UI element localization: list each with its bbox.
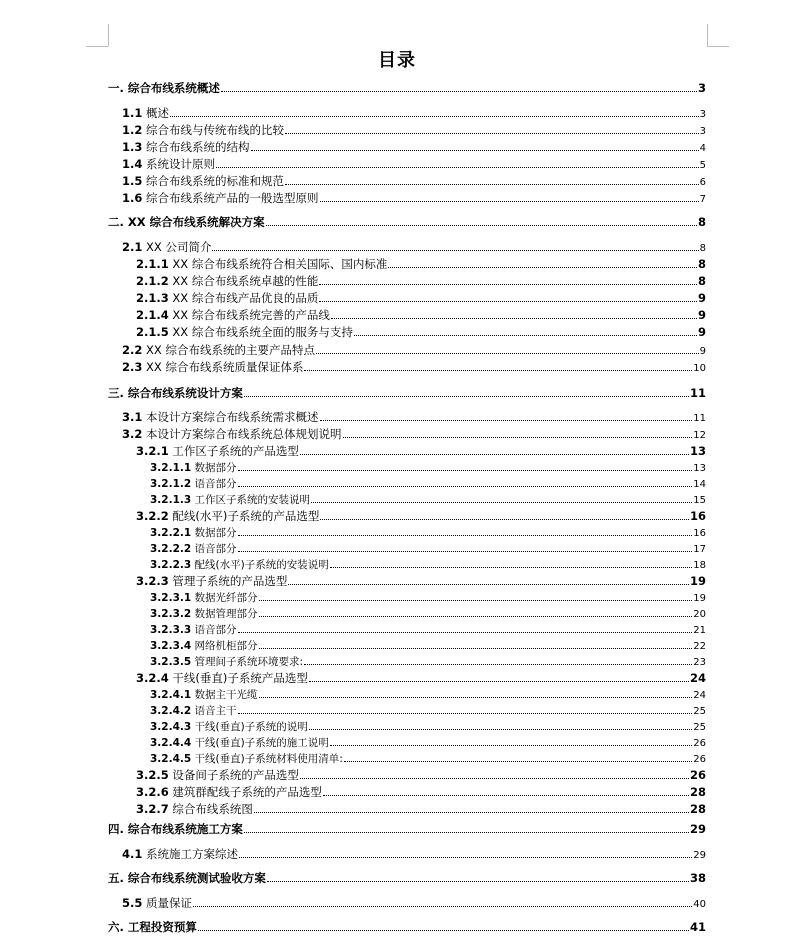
toc-entry-number: 3.2.3.3 — [150, 624, 192, 636]
toc-entry-number: 4.1 — [122, 847, 143, 861]
toc-leader — [309, 729, 693, 730]
toc-entry[interactable] — [150, 492, 706, 508]
toc-entry[interactable] — [136, 508, 706, 524]
toc-leader — [319, 284, 697, 285]
toc-leader — [251, 150, 699, 151]
toc-entry-number: 1.2 — [122, 123, 143, 137]
toc-entry-label: 四. 综合布线系统施工方案 — [108, 822, 243, 836]
toc-entry[interactable] — [122, 342, 706, 358]
toc-leader — [320, 420, 693, 421]
toc-leader — [259, 697, 693, 698]
toc-entry-label: 干线(垂直)子系统产品选型 — [172, 671, 308, 685]
toc-entry[interactable] — [136, 443, 706, 459]
toc-entry-label: 语音部分 — [194, 478, 237, 490]
toc-leader — [259, 648, 693, 649]
toc-leader — [238, 486, 693, 487]
toc-entry-label: 综合布线系统的标准和规范 — [146, 174, 285, 188]
toc-entry-label: 六. 工程投资预算 — [108, 920, 197, 934]
toc-leader — [198, 930, 689, 931]
toc-page-number: 4 — [699, 143, 706, 154]
toc-entry[interactable] — [136, 273, 706, 289]
toc-page-number: 41 — [689, 920, 706, 934]
toc-leader — [323, 795, 689, 796]
toc-page-number: 40 — [693, 899, 706, 910]
toc-leader — [238, 470, 693, 471]
toc-page-number: 26 — [693, 754, 706, 765]
toc-page-number: 16 — [693, 528, 706, 539]
toc-page-number: 8 — [699, 243, 706, 254]
toc-entry-label: 五. 综合布线系统测试验收方案 — [108, 871, 266, 885]
toc-entry[interactable] — [122, 190, 706, 206]
toc-entry[interactable] — [150, 703, 706, 719]
toc-leader — [330, 567, 693, 568]
toc-entry[interactable] — [136, 256, 706, 272]
toc-leader — [221, 91, 697, 92]
toc-leader — [354, 335, 697, 336]
toc-leader — [267, 881, 689, 882]
toc-entry[interactable] — [122, 156, 706, 172]
toc-entry-number: 3.2.3.4 — [150, 640, 192, 652]
toc-entry[interactable] — [108, 385, 706, 401]
toc-entry[interactable] — [122, 846, 706, 862]
toc-entry-label: 干线(垂直)子系统的说明 — [194, 721, 308, 733]
toc-entry-number: 3.2.4.1 — [150, 689, 192, 701]
toc-entry-label: 系统设计原则 — [146, 157, 216, 171]
toc-entry-number: 3.1 — [122, 410, 143, 424]
toc-entry-number: 3.2 — [122, 427, 143, 441]
toc-entry-label: 建筑群配线子系统的产品选型 — [172, 785, 322, 799]
toc-entry-number: 3.2.2.2 — [150, 543, 192, 555]
toc-entry[interactable] — [136, 801, 706, 817]
toc-page-number: 29 — [693, 850, 706, 861]
toc-page-number: 26 — [689, 768, 706, 782]
toc-page-number: 13 — [689, 444, 706, 458]
toc-entry-label: 网络机柜部分 — [194, 640, 258, 652]
crop-mark-top-left-v — [108, 24, 109, 46]
toc-leader — [330, 745, 693, 746]
toc-entry-label: 配线(水平)子系统的安装说明 — [194, 559, 329, 571]
toc-page-number: 14 — [693, 479, 706, 490]
toc-entry-number: 3.2.5 — [136, 768, 169, 782]
toc-leader — [244, 396, 689, 397]
toc-entry-number: 2.1.1 — [136, 257, 169, 271]
toc-leader — [216, 167, 699, 168]
toc-entry-number: 3.2.1.2 — [150, 478, 192, 490]
toc-entry-number: 3.2.3.5 — [150, 656, 192, 668]
toc-page-number: 16 — [689, 509, 706, 523]
toc-page-number: 22 — [693, 641, 706, 652]
toc-page-number: 5 — [699, 160, 706, 171]
toc-page-number: 17 — [693, 544, 706, 555]
toc-leader — [388, 267, 697, 268]
toc-leader — [343, 437, 693, 438]
toc-page-number: 9 — [699, 346, 706, 357]
toc-leader — [344, 761, 692, 762]
toc-page-number: 19 — [693, 593, 706, 604]
toc-page-number: 3 — [699, 109, 706, 120]
toc-page-number: 8 — [697, 215, 706, 229]
toc-entry-number: 3.2.2 — [136, 509, 169, 523]
toc-entry[interactable] — [122, 105, 706, 121]
toc-leader — [212, 250, 698, 251]
toc-entry-number: 2.1.4 — [136, 308, 169, 322]
toc-entry[interactable] — [122, 139, 706, 155]
toc-leader — [238, 535, 693, 536]
toc-page-number: 38 — [689, 871, 706, 885]
toc-entry-number: 2.1 — [122, 240, 143, 254]
toc-page-number: 9 — [697, 291, 706, 305]
toc-page-number: 6 — [699, 177, 706, 188]
toc-entry[interactable] — [122, 122, 706, 138]
toc-entry-label: 工作区子系统的安装说明 — [194, 494, 311, 506]
toc-leader — [316, 353, 699, 354]
toc-entry-label: XX 综合布线系统符合相关国际、国内标准 — [172, 257, 388, 271]
toc-entry-label: 工作区子系统的产品选型 — [172, 444, 299, 458]
toc-entry-label: 数据光纤部分 — [194, 592, 258, 604]
toc-entry-label: 三. 综合布线系统设计方案 — [108, 386, 243, 400]
toc-entry-number: 3.2.6 — [136, 785, 169, 799]
toc-entry[interactable] — [150, 654, 706, 670]
toc-entry-label: 数据部分 — [194, 527, 237, 539]
toc-entry[interactable] — [122, 173, 706, 189]
toc-entry-number: 1.5 — [122, 174, 143, 188]
toc-leader — [193, 906, 692, 907]
toc-entry[interactable] — [150, 590, 706, 606]
toc-entry-label: XX 综合布线产品优良的品质 — [172, 291, 319, 305]
toc-leader — [266, 225, 697, 226]
toc-entry-label: 本设计方案综合布线系统需求概述 — [146, 410, 319, 424]
toc-entry-label: 综合布线系统图 — [172, 802, 253, 816]
toc-page-number: 25 — [693, 706, 706, 717]
toc-entry[interactable] — [108, 214, 706, 230]
toc-entry-number: 3.2.7 — [136, 802, 169, 816]
toc-entry-label: XX 综合布线系统质量保证体系 — [146, 360, 304, 374]
toc-leader — [319, 301, 697, 302]
toc-entry[interactable] — [122, 426, 706, 442]
toc-entry-label: 数据部分 — [194, 462, 237, 474]
toc-page-number: 21 — [693, 625, 706, 636]
toc-entry-label: 管理间子系统环境要求: — [194, 656, 304, 668]
toc-page-number: 19 — [689, 574, 706, 588]
toc-leader — [238, 551, 693, 552]
toc-entry-label: 数据主干光缆 — [194, 689, 258, 701]
toc-entry[interactable] — [150, 735, 706, 751]
toc-entry[interactable] — [136, 573, 706, 589]
toc-entry[interactable] — [136, 767, 706, 783]
toc-entry-number: 3.2.4.3 — [150, 721, 192, 733]
toc-entry-number: 3.2.1.1 — [150, 462, 192, 474]
toc-leader — [239, 857, 692, 858]
toc-page-number: 28 — [689, 802, 706, 816]
crop-mark-top-right-v — [707, 24, 708, 46]
toc-entry[interactable] — [136, 307, 706, 323]
toc-leader — [304, 664, 692, 665]
toc-page-number: 10 — [693, 363, 706, 374]
toc-leader — [285, 133, 699, 134]
toc-entry[interactable] — [150, 622, 706, 638]
toc-entry-label: 语音主干 — [194, 705, 237, 717]
toc-entry[interactable] — [150, 476, 706, 492]
toc-page-number: 7 — [699, 194, 706, 205]
toc-entry-label: 语音部分 — [194, 624, 237, 636]
toc-entry-number: 3.2.3.2 — [150, 608, 192, 620]
toc-entry-label: 干线(垂直)子系统的施工说明 — [194, 737, 329, 749]
toc-page-number: 15 — [693, 495, 706, 506]
toc-entry-label: 概述 — [146, 106, 170, 120]
toc-entry-number: 3.2.2.1 — [150, 527, 192, 539]
toc-entry-number: 3.2.3.1 — [150, 592, 192, 604]
toc-entry-number: 2.1.2 — [136, 274, 169, 288]
toc-leader — [259, 600, 693, 601]
toc-entry[interactable] — [150, 687, 706, 703]
page-title: 目录 — [378, 50, 416, 71]
toc-page-number: 24 — [693, 690, 706, 701]
toc-entry-label: 综合布线系统产品的一般选型原则 — [146, 191, 319, 205]
toc-leader — [238, 713, 693, 714]
toc-entry-number: 1.4 — [122, 157, 143, 171]
toc-leader — [304, 370, 692, 371]
toc-leader — [331, 318, 697, 319]
toc-leader — [311, 502, 692, 503]
toc-page-number: 12 — [693, 430, 706, 441]
toc-entry[interactable] — [150, 751, 706, 767]
toc-entry-label: 综合布线与传统布线的比较 — [146, 123, 285, 137]
toc-entry-label: XX 综合布线系统卓越的性能 — [172, 274, 319, 288]
toc-page-number: 20 — [693, 609, 706, 620]
toc-entry-label: 本设计方案综合布线系统总体规划说明 — [146, 427, 342, 441]
toc-leader — [238, 632, 693, 633]
toc-entry[interactable] — [150, 719, 706, 735]
toc-entry-number: 1.3 — [122, 140, 143, 154]
toc-entry-number: 3.2.1.3 — [150, 494, 192, 506]
toc-page-number: 3 — [699, 126, 706, 137]
toc-page-number: 24 — [689, 671, 706, 685]
toc-entry[interactable] — [150, 638, 706, 654]
toc-entry-number: 1.1 — [122, 106, 143, 120]
toc-page-number: 25 — [693, 722, 706, 733]
toc-entry[interactable] — [150, 525, 706, 541]
toc-page-number: 9 — [697, 325, 706, 339]
toc-entry-label: 语音部分 — [194, 543, 237, 555]
toc-entry[interactable] — [136, 290, 706, 306]
toc-page-number: 11 — [693, 413, 706, 424]
toc-leader — [300, 778, 689, 779]
toc-leader — [285, 184, 699, 185]
toc-entry-label: 质量保证 — [146, 896, 193, 910]
toc-entry[interactable] — [150, 460, 706, 476]
toc-page-number: 3 — [697, 81, 706, 95]
toc-leader — [300, 454, 689, 455]
toc-entry[interactable] — [150, 557, 706, 573]
toc-leader — [309, 681, 689, 682]
toc-page-number: 13 — [693, 463, 706, 474]
toc-page-number: 26 — [693, 738, 706, 749]
toc-entry-number: 2.1.5 — [136, 325, 169, 339]
toc-entry-label: 数据管理部分 — [194, 608, 258, 620]
toc-entry-number: 3.2.4 — [136, 671, 169, 685]
toc-entry-number: 2.3 — [122, 360, 143, 374]
toc-entry[interactable] — [150, 541, 706, 557]
toc-page-number: 23 — [693, 657, 706, 668]
toc-entry-label: 一. 综合布线系统概述 — [108, 81, 220, 95]
toc-leader — [170, 116, 699, 117]
toc-entry[interactable] — [136, 784, 706, 800]
toc-entry-label: 设备间子系统的产品选型 — [172, 768, 299, 782]
toc-page-number: 9 — [697, 308, 706, 322]
toc-entry-label: 系统施工方案综述 — [146, 847, 239, 861]
toc-entry-number: 5.5 — [122, 896, 143, 910]
toc-page-number: 8 — [697, 274, 706, 288]
toc-entry-label: XX 综合布线系统完善的产品线 — [172, 308, 330, 322]
toc-leader — [259, 616, 693, 617]
toc-leader — [244, 832, 689, 833]
toc-entry-number: 2.1.3 — [136, 291, 169, 305]
toc-entry-label: 二. XX 综合布线系统解决方案 — [108, 215, 265, 229]
toc-entry-number: 3.2.2.3 — [150, 559, 192, 571]
toc-entry[interactable] — [136, 324, 706, 340]
toc-entry[interactable] — [122, 359, 706, 375]
toc-entry[interactable] — [108, 870, 706, 886]
toc-entry-label: 配线(水平)子系统的产品选型 — [172, 509, 320, 523]
toc-leader — [288, 584, 689, 585]
toc-entry-number: 1.6 — [122, 191, 143, 205]
toc-entry-label: XX 综合布线系统全面的服务与支持 — [172, 325, 353, 339]
toc-leader — [320, 519, 689, 520]
toc-entry-label: XX 公司简介 — [146, 240, 212, 254]
toc-page-number: 28 — [689, 785, 706, 799]
toc-page-number: 8 — [697, 257, 706, 271]
toc-entry[interactable] — [122, 409, 706, 425]
toc-page-number: 18 — [693, 560, 706, 571]
toc-entry[interactable] — [122, 895, 706, 911]
toc-leader — [320, 201, 699, 202]
toc-entry[interactable] — [108, 919, 706, 935]
toc-entry-label: 综合布线系统的结构 — [146, 140, 250, 154]
toc-entry-number: 3.2.3 — [136, 574, 169, 588]
toc-entry-number: 3.2.4.2 — [150, 705, 192, 717]
toc-entry-number: 3.2.1 — [136, 444, 169, 458]
toc-entry[interactable] — [122, 239, 706, 255]
toc-entry-number: 3.2.4.4 — [150, 737, 192, 749]
toc-entry-number: 2.2 — [122, 343, 143, 357]
toc-entry-label: 管理子系统的产品选型 — [172, 574, 288, 588]
toc-entry[interactable] — [108, 80, 706, 96]
toc-entry-label: 干线(垂直)子系统材料使用清单: — [194, 753, 343, 765]
toc-entry[interactable] — [108, 821, 706, 837]
toc-entry[interactable] — [150, 606, 706, 622]
toc-entry-number: 3.2.4.5 — [150, 753, 192, 765]
toc-page-number: 29 — [689, 822, 706, 836]
toc-entry-label: XX 综合布线系统的主要产品特点 — [146, 343, 315, 357]
toc-leader — [254, 812, 689, 813]
toc-page-number: 11 — [689, 386, 706, 400]
toc-entry[interactable] — [136, 670, 706, 686]
